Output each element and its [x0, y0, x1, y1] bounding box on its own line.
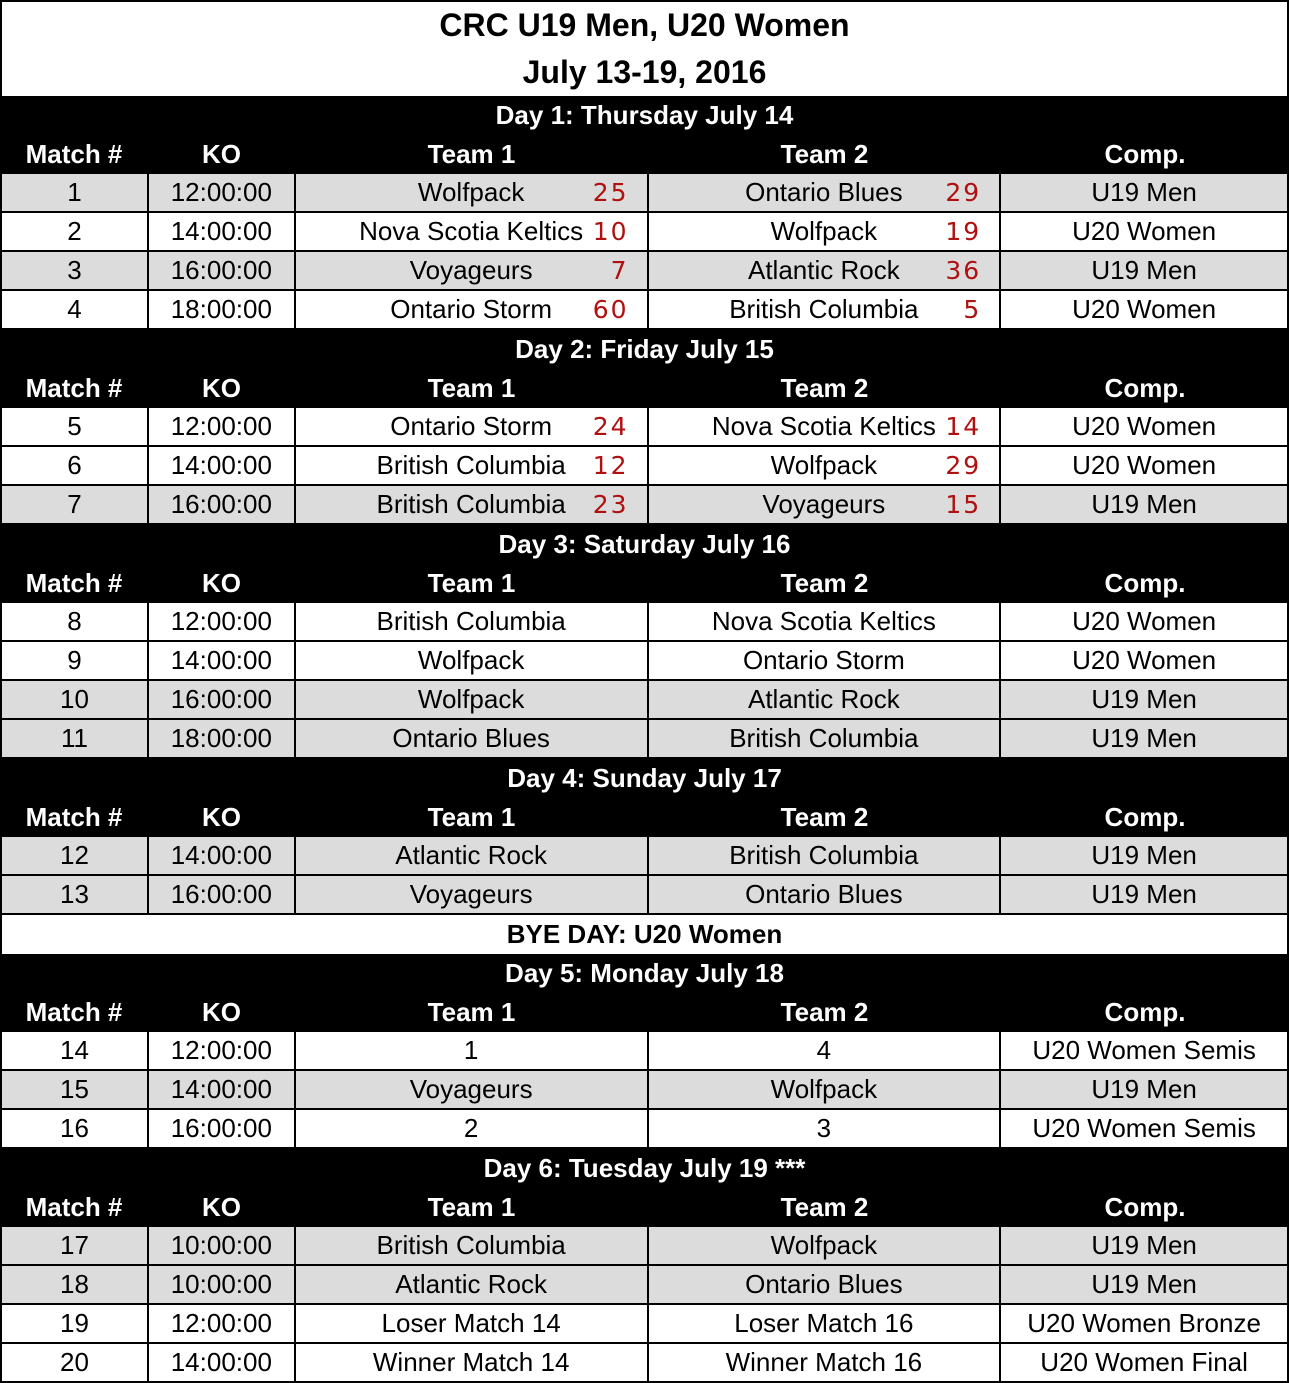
column-header-team1: Team 1 [427, 997, 516, 1027]
match-row [0, 1032, 1289, 1071]
comp-value: U19 Men [1091, 1230, 1197, 1260]
column-header-team2: Team 2 [780, 373, 869, 403]
schedule-title: CRC U19 Men, U20 Women [0, 0, 1289, 48]
column-header-comp: Comp. [1104, 568, 1186, 598]
cell-match [2, 603, 147, 640]
match-row [0, 876, 1289, 915]
column-header-team1: Team 1 [427, 1192, 516, 1222]
day-heading: Day 5: Monday July 18 [0, 954, 1289, 993]
match-value: 4 [67, 294, 82, 324]
cell-team2 [647, 174, 1000, 211]
cell-ko [147, 837, 294, 874]
column-header-team1: Team 1 [427, 802, 516, 832]
ko-value: 14:00:00 [170, 1347, 272, 1377]
cell-ko [147, 1305, 294, 1342]
comp-value: U20 Women [1072, 450, 1217, 480]
cell-match [2, 642, 147, 679]
cell-team2 [647, 408, 1000, 445]
team2-value: Atlantic Rock [747, 684, 900, 714]
match-row [0, 174, 1289, 213]
comp-value: U20 Women Semis [1032, 1035, 1256, 1065]
match-value: 5 [67, 411, 82, 441]
match-value: 17 [59, 1230, 89, 1260]
score-value: 29 [945, 178, 982, 207]
cell-team1 [294, 603, 647, 640]
team2-value: Wolfpack [770, 216, 878, 246]
cell-team1 [294, 1305, 647, 1342]
match-value: 14 [59, 1035, 89, 1065]
column-header-match: Match # [25, 802, 123, 832]
comp-value: U19 Men [1091, 489, 1197, 519]
cell-ko [147, 1266, 294, 1303]
day-heading: Day 6: Tuesday July 19 *** [0, 1149, 1289, 1188]
column-header-match: Match # [25, 139, 123, 169]
cell-team1 [294, 174, 647, 211]
column-header-match: Match # [25, 373, 123, 403]
match-row [0, 213, 1289, 252]
match-value: 6 [67, 450, 82, 480]
cell-ko [147, 1227, 294, 1264]
match-row [0, 720, 1289, 759]
ko-value: 10:00:00 [170, 1269, 272, 1299]
cell-team1 [294, 291, 647, 328]
cell-team2 [647, 447, 1000, 484]
cell-team1 [294, 252, 647, 289]
cell-team1 [294, 720, 647, 757]
cell-team1 [294, 642, 647, 679]
ko-value: 14:00:00 [170, 645, 272, 675]
cell-team2 [647, 213, 1000, 250]
cell-ko [147, 1032, 294, 1069]
cell-match [2, 837, 147, 874]
day-heading: Day 4: Sunday July 17 [0, 759, 1289, 798]
cell-team2 [647, 1266, 1000, 1303]
schedule-dates: July 13-19, 2016 [0, 48, 1289, 96]
cell-team1 [294, 1071, 647, 1108]
match-row [0, 1071, 1289, 1110]
cell-team1 [294, 486, 647, 523]
cell-match [2, 447, 147, 484]
cell-team2 [647, 642, 1000, 679]
comp-value: U20 Women Semis [1032, 1113, 1256, 1143]
comp-value: U19 Men [1091, 684, 1197, 714]
match-row [0, 1305, 1289, 1344]
match-value: 18 [59, 1269, 89, 1299]
score-value: 23 [592, 490, 629, 519]
match-row [0, 1266, 1289, 1305]
match-row [0, 1227, 1289, 1266]
column-header-row [0, 564, 1289, 603]
match-row [0, 642, 1289, 681]
team1-value: Ontario Storm [390, 411, 553, 441]
cell-team1 [294, 1110, 647, 1147]
ko-value: 16:00:00 [170, 489, 272, 519]
cell-team1 [294, 447, 647, 484]
score-value: 36 [945, 256, 982, 285]
score-value: 7 [610, 256, 629, 285]
team1-value: British Columbia [376, 450, 566, 480]
match-value: 3 [67, 255, 82, 285]
column-header-row [0, 369, 1289, 408]
cell-team1 [294, 1227, 647, 1264]
cell-team2 [647, 876, 1000, 913]
comp-value: U19 Men [1091, 255, 1197, 285]
ko-value: 16:00:00 [170, 255, 272, 285]
column-header-row [0, 798, 1289, 837]
comp-value: U20 Women [1072, 606, 1217, 636]
ko-value: 12:00:00 [170, 1308, 272, 1338]
match-row [0, 1344, 1289, 1383]
cell-comp [999, 213, 1287, 250]
cell-comp [999, 1227, 1287, 1264]
team1-value: Atlantic Rock [395, 1269, 547, 1299]
comp-value: U19 Men [1091, 1269, 1197, 1299]
match-value: 9 [67, 645, 82, 675]
cell-comp [999, 1071, 1287, 1108]
team1-value: Nova Scotia Keltics [359, 216, 584, 246]
match-value: 8 [67, 606, 82, 636]
match-value: 20 [59, 1347, 89, 1377]
team2-value: British Columbia [729, 723, 919, 753]
team2-value: Loser Match 16 [734, 1308, 914, 1338]
cell-match [2, 291, 147, 328]
comp-value: U19 Men [1091, 1074, 1197, 1104]
cell-team1 [294, 837, 647, 874]
column-header-row [0, 993, 1289, 1032]
team2-value: Nova Scotia Keltics [711, 411, 936, 441]
cell-ko [147, 408, 294, 445]
team1-value: 1 [463, 1035, 479, 1065]
score-value: 19 [945, 217, 982, 246]
team2-value: Ontario Storm [742, 645, 905, 675]
team2-value: Winner Match 16 [725, 1347, 923, 1377]
ko-value: 18:00:00 [170, 294, 272, 324]
team2-value: Wolfpack [770, 1230, 878, 1260]
comp-value: U20 Women [1072, 216, 1217, 246]
team2-value: Nova Scotia Keltics [711, 606, 936, 636]
column-header-comp: Comp. [1104, 997, 1186, 1027]
team1-value: Voyageurs [409, 879, 533, 909]
cell-comp [999, 1032, 1287, 1069]
score-value: 5 [963, 295, 982, 324]
cell-team2 [647, 291, 1000, 328]
match-row [0, 447, 1289, 486]
match-row [0, 837, 1289, 876]
cell-team1 [294, 681, 647, 718]
cell-comp [999, 486, 1287, 523]
column-header-comp: Comp. [1104, 802, 1186, 832]
comp-value: U20 Women [1072, 294, 1217, 324]
column-header-comp: Comp. [1104, 139, 1186, 169]
cell-ko [147, 681, 294, 718]
column-header-match: Match # [25, 568, 123, 598]
cell-ko [147, 720, 294, 757]
cell-ko [147, 486, 294, 523]
column-header-match: Match # [25, 997, 123, 1027]
ko-value: 18:00:00 [170, 723, 272, 753]
column-header-ko: KO [202, 997, 241, 1027]
team2-value: Ontario Blues [745, 879, 903, 909]
match-value: 15 [59, 1074, 89, 1104]
cell-ko [147, 603, 294, 640]
column-header-team2: Team 2 [780, 802, 869, 832]
score-value: 15 [945, 490, 982, 519]
cell-ko [147, 642, 294, 679]
column-header-ko: KO [202, 802, 241, 832]
team2-value: Wolfpack [770, 1074, 878, 1104]
cell-ko [147, 1071, 294, 1108]
cell-comp [999, 1110, 1287, 1147]
ko-value: 12:00:00 [170, 411, 272, 441]
cell-comp [999, 1266, 1287, 1303]
cell-team2 [647, 681, 1000, 718]
column-header-team2: Team 2 [780, 997, 869, 1027]
match-row [0, 603, 1289, 642]
ko-value: 12:00:00 [170, 606, 272, 636]
cell-comp [999, 1344, 1287, 1381]
cell-comp [999, 720, 1287, 757]
team1-value: Voyageurs [409, 1074, 533, 1104]
comp-value: U19 Men [1091, 840, 1197, 870]
team1-value: Wolfpack [417, 177, 525, 207]
ko-value: 16:00:00 [170, 684, 272, 714]
match-value: 10 [59, 684, 89, 714]
cell-team2 [647, 1110, 1000, 1147]
score-value: 60 [592, 295, 629, 324]
ko-value: 16:00:00 [170, 879, 272, 909]
cell-match [2, 408, 147, 445]
match-value: 11 [60, 723, 88, 753]
column-header-match: Match # [25, 1192, 123, 1222]
cell-match [2, 252, 147, 289]
day-heading: Day 3: Saturday July 16 [0, 525, 1289, 564]
cell-ko [147, 447, 294, 484]
team1-value: Wolfpack [417, 645, 525, 675]
ko-value: 14:00:00 [170, 1074, 272, 1104]
cell-match [2, 1305, 147, 1342]
ko-value: 14:00:00 [170, 450, 272, 480]
column-header-row [0, 135, 1289, 174]
column-header-ko: KO [202, 373, 241, 403]
cell-comp [999, 252, 1287, 289]
cell-team2 [647, 486, 1000, 523]
score-value: 25 [592, 178, 629, 207]
match-value: 7 [67, 489, 82, 519]
team2-value: Ontario Blues [745, 177, 903, 207]
comp-value: U20 Women Final [1040, 1347, 1248, 1377]
cell-team1 [294, 876, 647, 913]
match-row [0, 1110, 1289, 1149]
ko-value: 12:00:00 [170, 1035, 272, 1065]
day-heading: Day 1: Thursday July 14 [0, 96, 1289, 135]
column-header-team1: Team 1 [427, 139, 516, 169]
cell-team2 [647, 1032, 1000, 1069]
cell-match [2, 876, 147, 913]
column-header-ko: KO [202, 1192, 241, 1222]
team1-value: Winner Match 14 [372, 1347, 570, 1377]
column-header-team1: Team 1 [427, 373, 516, 403]
cell-match [2, 486, 147, 523]
team2-value: British Columbia [729, 294, 919, 324]
comp-value: U19 Men [1091, 879, 1197, 909]
cell-team2 [647, 603, 1000, 640]
cell-comp [999, 603, 1287, 640]
cell-team1 [294, 1266, 647, 1303]
cell-ko [147, 252, 294, 289]
team1-value: Ontario Blues [392, 723, 550, 753]
cell-team1 [294, 1344, 647, 1381]
match-value: 1 [67, 177, 82, 207]
column-header-ko: KO [202, 568, 241, 598]
cell-comp [999, 876, 1287, 913]
ko-value: 14:00:00 [170, 840, 272, 870]
team2-value: British Columbia [729, 840, 919, 870]
team2-value: 4 [816, 1035, 832, 1065]
ko-value: 16:00:00 [170, 1113, 272, 1143]
column-header-team1: Team 1 [427, 568, 516, 598]
match-value: 13 [59, 879, 89, 909]
cell-match [2, 213, 147, 250]
cell-team1 [294, 408, 647, 445]
cell-comp [999, 447, 1287, 484]
match-row [0, 291, 1289, 330]
cell-ko [147, 174, 294, 211]
column-header-comp: Comp. [1104, 373, 1186, 403]
comp-value: U20 Women Bronze [1027, 1308, 1261, 1338]
column-header-team2: Team 2 [780, 139, 869, 169]
team1-value: British Columbia [376, 1230, 566, 1260]
schedule-table [0, 96, 1289, 1383]
column-header-row [0, 1188, 1289, 1227]
score-value: 12 [592, 451, 629, 480]
team2-value: Wolfpack [770, 450, 878, 480]
team2-value: Ontario Blues [745, 1269, 903, 1299]
cell-match [2, 1110, 147, 1147]
ko-value: 12:00:00 [170, 177, 272, 207]
cell-ko [147, 291, 294, 328]
cell-team2 [647, 252, 1000, 289]
score-value: 29 [945, 451, 982, 480]
match-row [0, 252, 1289, 291]
ko-value: 10:00:00 [170, 1230, 272, 1260]
team1-value: Voyageurs [409, 255, 533, 285]
cell-team1 [294, 1032, 647, 1069]
comp-value: U20 Women [1072, 411, 1217, 441]
cell-team2 [647, 720, 1000, 757]
cell-match [2, 1071, 147, 1108]
comp-value: U19 Men [1091, 177, 1197, 207]
match-value: 19 [59, 1308, 89, 1338]
cell-comp [999, 642, 1287, 679]
cell-comp [999, 837, 1287, 874]
cell-team2 [647, 1305, 1000, 1342]
cell-ko [147, 1344, 294, 1381]
cell-team2 [647, 1227, 1000, 1264]
cell-match [2, 720, 147, 757]
team1-value: Wolfpack [417, 684, 525, 714]
match-row [0, 408, 1289, 447]
team1-value: 2 [463, 1113, 479, 1143]
cell-team2 [647, 1344, 1000, 1381]
team1-value: Ontario Storm [390, 294, 553, 324]
column-header-team2: Team 2 [780, 1192, 869, 1222]
cell-comp [999, 1305, 1287, 1342]
cell-comp [999, 408, 1287, 445]
column-header-ko: KO [202, 139, 241, 169]
score-value: 10 [592, 217, 629, 246]
match-row [0, 486, 1289, 525]
column-header-comp: Comp. [1104, 1192, 1186, 1222]
cell-team1 [294, 213, 647, 250]
cell-team2 [647, 1071, 1000, 1108]
team1-value: Loser Match 14 [381, 1308, 561, 1338]
comp-value: U20 Women [1072, 645, 1217, 675]
cell-match [2, 681, 147, 718]
match-value: 12 [59, 840, 89, 870]
column-header-team2: Team 2 [780, 568, 869, 598]
match-value: 2 [67, 216, 82, 246]
cell-match [2, 174, 147, 211]
cell-comp [999, 291, 1287, 328]
day-heading: Day 2: Friday July 15 [0, 330, 1289, 369]
comp-value: U19 Men [1091, 723, 1197, 753]
team2-value: Voyageurs [762, 489, 886, 519]
team1-value: British Columbia [376, 606, 566, 636]
cell-match [2, 1032, 147, 1069]
cell-match [2, 1344, 147, 1381]
ko-value: 14:00:00 [170, 216, 272, 246]
cell-match [2, 1266, 147, 1303]
match-value: 16 [59, 1113, 89, 1143]
team1-value: British Columbia [376, 489, 566, 519]
team2-value: 3 [816, 1113, 832, 1143]
team2-value: Atlantic Rock [747, 255, 900, 285]
score-value: 24 [592, 412, 629, 441]
cell-team2 [647, 837, 1000, 874]
bye-day-note: BYE DAY: U20 Women [0, 915, 1289, 954]
cell-ko [147, 213, 294, 250]
cell-comp [999, 681, 1287, 718]
cell-comp [999, 174, 1287, 211]
cell-ko [147, 1110, 294, 1147]
cell-ko [147, 876, 294, 913]
cell-match [2, 1227, 147, 1264]
score-value: 14 [945, 412, 982, 441]
team1-value: Atlantic Rock [395, 840, 547, 870]
match-row [0, 681, 1289, 720]
